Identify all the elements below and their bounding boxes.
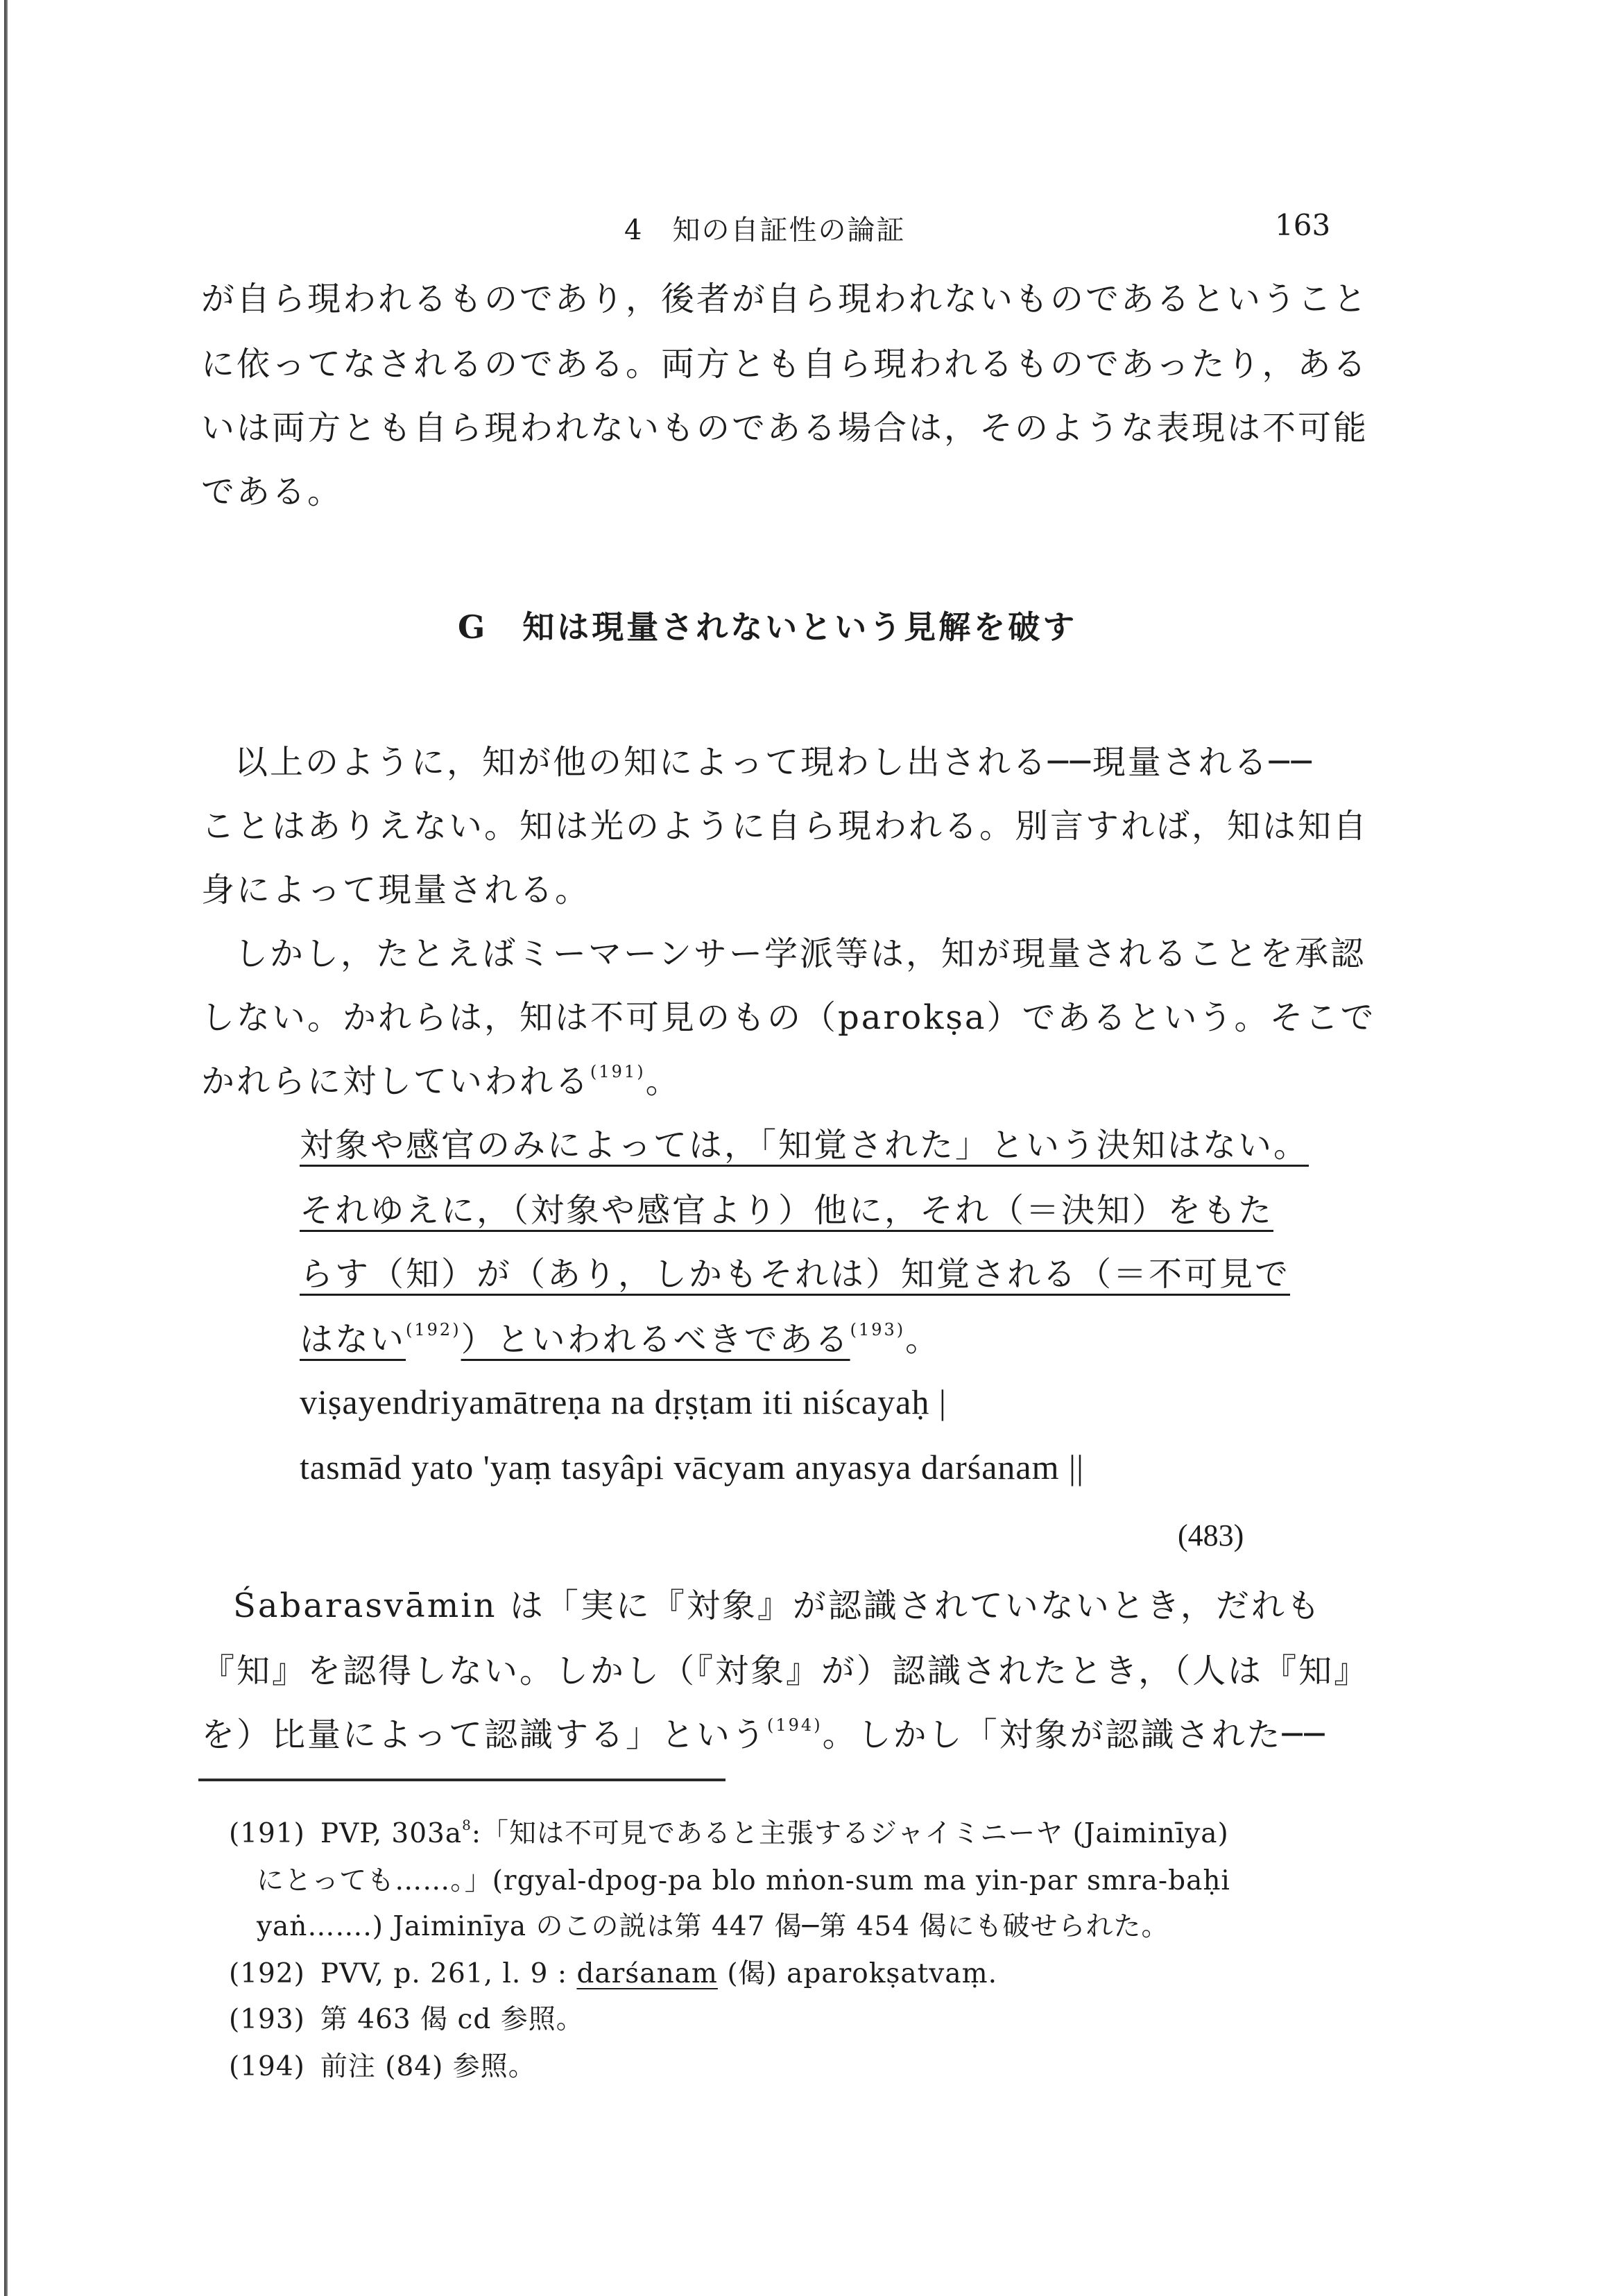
note-ref-193: (193)	[850, 1320, 906, 1339]
footnote-194-number: (194)	[229, 2051, 305, 2082]
verse-ja-line-4-end: 。	[905, 1320, 941, 1359]
page-number: 163	[1275, 208, 1331, 242]
footnote-rule	[198, 1779, 725, 1781]
scan-binding-edge	[4, 0, 8, 2296]
para2-line-1: 以上のように，知が他の知によって現わし出される──現量される──	[234, 743, 1314, 782]
footnote-191-number: (191)	[229, 1818, 305, 1849]
footnote-193	[229, 1998, 584, 2037]
verse-sanskrit-line-1: viṣayendriyamātreṇa na dṛṣṭam iti niścayaḥ |	[300, 1382, 947, 1421]
footnote-193-number: (193)	[229, 2004, 305, 2035]
para3-line-3	[201, 1054, 681, 1102]
para1-line-2: に依ってなされるのである。両方とも自ら現われるものであったり，ある	[201, 345, 1368, 384]
para4-line-3-end: 。しかし「対象が認識された──	[822, 1715, 1327, 1754]
para2-line-2: ことはありえない。知は光のように自ら現われる。別言すれば，知は知自	[201, 807, 1369, 846]
verse-ja-line-4-a: はない	[300, 1320, 406, 1359]
para4-line-3	[201, 1708, 1326, 1756]
verse-number: (483)	[1178, 1518, 1244, 1552]
para3-line-2: しない。かれらは，知は不可見のもの（parokṣa）であるという。そこで	[201, 998, 1376, 1037]
footnote-191-line-2: にとっても……。」(rgyal-dpog-pa blo mṅon-sum ma yin-par smra-baḥi	[257, 1865, 1230, 1896]
footnote-192	[229, 1952, 997, 1991]
para4-line-3-text: を）比量によって認識する」という	[201, 1715, 768, 1754]
footnote-192-underlined: darśanam	[576, 1958, 718, 1989]
para4-line-1: Śabarasvāmin は「実に『対象』が認識されていないとき，だれも	[233, 1586, 1322, 1625]
para1-line-1: が自ら現われるものであり，後者が自ら現われないものであるということ	[201, 280, 1369, 318]
note-ref-192: (192)	[406, 1320, 461, 1339]
para3-line-1: しかし，たとえばミーマーンサー学派等は，知が現量されることを承認	[234, 934, 1366, 973]
running-head: 4 知の自証性の論証	[624, 214, 906, 246]
para3-line-3-text: かれらに対していわれる	[201, 1062, 591, 1101]
para4-line-2: 『知』を認得しない。しかし（『対象』が）認識されたとき，（人は『知』	[201, 1652, 1370, 1690]
verse-ja-line-2: それゆえに，（対象や感官より）他に，それ（＝決知）をもた	[300, 1191, 1274, 1230]
footnote-192-number: (192)	[229, 1958, 305, 1989]
section-heading: G 知は現量されないという見解を破す	[458, 608, 1078, 646]
footnote-192-text: (偈) aparokṣatvaṃ.	[717, 1958, 997, 1989]
footnote-194-text: 前注 (84) 参照。	[320, 2051, 536, 2082]
footnote-191-line-1	[229, 1812, 1229, 1851]
footnote-192-ref: PVV, p. 261, l. 9 :	[320, 1958, 577, 1989]
para1-line-3: いは両方とも自ら現われないものである場合は，そのような表現は不可能	[201, 409, 1369, 447]
footnote-191-sup: 8	[462, 1817, 472, 1833]
footnote-191-ref: PVP, 303a	[320, 1818, 463, 1849]
verse-sanskrit-line-2: tasmād yato 'yaṃ tasyâpi vācyam anyasya darśanam ||	[300, 1448, 1085, 1487]
para1-line-4: である。	[201, 472, 343, 511]
verse-ja-line-4-b: ）といわれるべきである	[461, 1320, 850, 1359]
footnote-191-line-3: yaṅ…….) Jaiminīya のこの説は第 447 偈─第 454 偈にも破せられた。	[257, 1911, 1169, 1942]
note-ref-191: (191)	[590, 1062, 646, 1081]
note-ref-194: (194)	[767, 1715, 823, 1735]
para2-line-3: 身によって現量される。	[201, 871, 591, 909]
para3-line-3-end: 。	[645, 1062, 681, 1101]
verse-ja-line-1: 対象や感官のみによっては，「知覚された」という決知はない。	[300, 1126, 1309, 1165]
footnote-194	[229, 2045, 536, 2084]
footnote-193-text: 第 463 偈 cd 参照。	[320, 2004, 584, 2035]
footnote-191-text: :「知は不可見であると主張するジャイミニーヤ (Jaiminīya)	[471, 1818, 1229, 1849]
verse-ja-line-3: らす（知）が（あり，しかもそれは）知覚される（＝不可見で	[300, 1255, 1291, 1294]
verse-ja-line-4	[300, 1312, 941, 1360]
